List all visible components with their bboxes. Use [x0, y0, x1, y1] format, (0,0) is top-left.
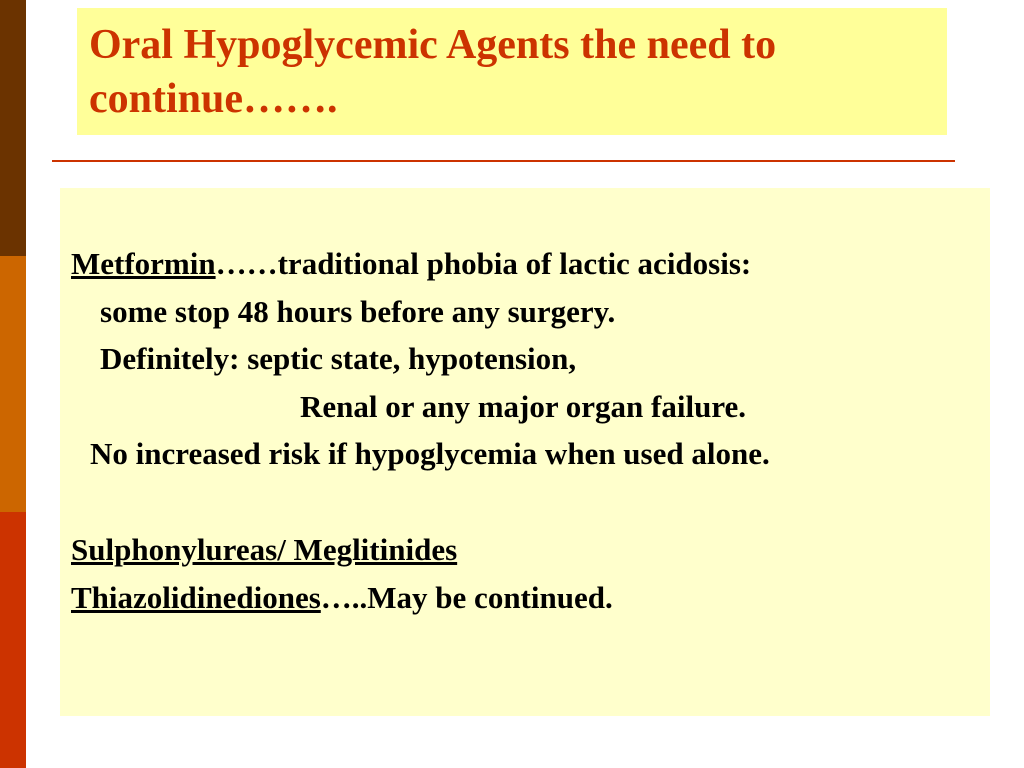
title-box: [77, 8, 947, 135]
slide-title: Oral Hypoglycemic Agents the need to continue…….: [89, 22, 777, 122]
metformin-definitely-line: Definitely: septic state, hypotension,: [100, 341, 577, 376]
sulphonylureas-line: [71, 530, 457, 570]
metformin-surgery-line: some stop 48 hours before any surgery.: [100, 294, 616, 329]
metformin-organ-failure-line: Renal or any major organ failure.: [300, 389, 747, 424]
sulphonylureas-heading: Sulphonylureas/ Meglitinides: [71, 532, 458, 567]
sidebar-segment-bottom: [0, 512, 26, 768]
metformin-hypoglycemia-line: No increased risk if hypoglycemia when used alone.: [90, 436, 770, 471]
title-divider: [52, 160, 955, 162]
content-box: [60, 188, 990, 716]
sidebar-segment-middle: [0, 256, 26, 512]
thiazolidinediones-heading: Thiazolidinediones: [71, 580, 321, 615]
thiazolidinediones-note: …..May be continued.: [320, 580, 613, 615]
metformin-line: [71, 244, 751, 284]
metformin-heading: Metformin: [71, 246, 216, 281]
thiazolidinediones-line: [71, 578, 613, 618]
sidebar-segment-top: [0, 0, 26, 256]
metformin-intro: ……traditional phobia of lactic acidosis:: [215, 246, 752, 281]
